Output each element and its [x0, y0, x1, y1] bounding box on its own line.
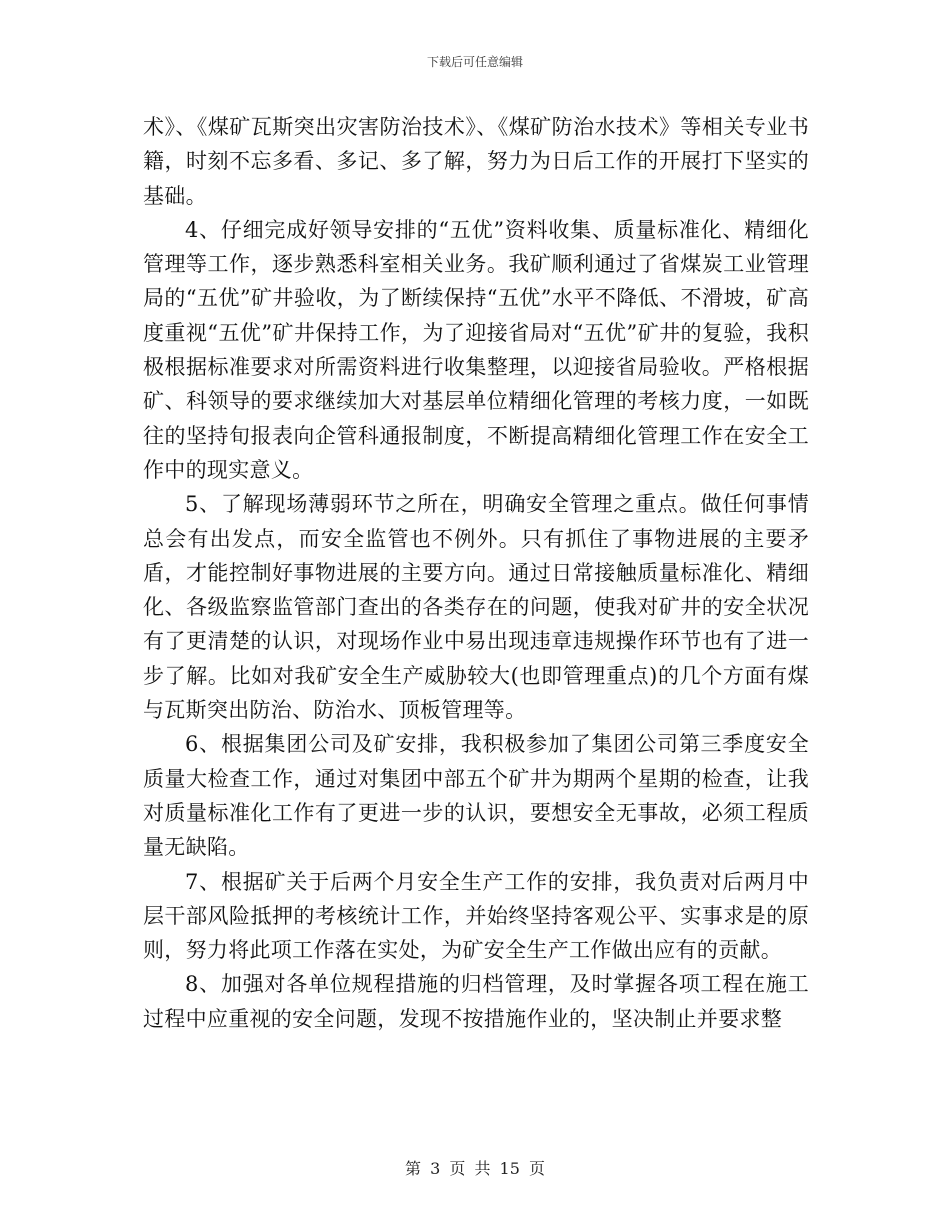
document-body: [143, 110, 809, 1036]
paragraph-item-5: 5、了解现场薄弱环节之所在，明确安全管理之重点。做任何事情总会有出发点，而安全监管也不例外。只有抓住了事物进展的主要矛盾，才能控制好事物进展的主要方向。通过日常接触质量标准化、精细化、各级监察监管部门查出的各类存在的问题，使我对矿井的安全状况有了更清楚的认识，对现场作业中易出现违章违规操作环节也有了进一步了解。比如对我矿安全生产威胁较大(也即管理重点)的几个方面有煤与瓦斯突出防治、防治水、顶板管理等。: [143, 492, 809, 723]
paragraph-item-4: 4、仔细完成好领导安排的“五优”资料收集、质量标准化、精细化管理等工作，逐步熟悉科室相关业务。我矿顺利通过了省煤炭工业管理局的“五优”矿井验收，为了断续保持“五优”水平不降低、不滑坡，矿高度重视“五优”矿井保持工作，为了迎接省局对“五优”矿井的复验，我积极根据标准要求对所需资料进行收集整理，以迎接省局验收。严格根据矿、科领导的要求继续加大对基层单位精细化管理的考核力度，一如既往的坚持旬报表向企管科通报制度，不断提高精细化管理工作在安全工作中的现实意义。: [143, 217, 809, 482]
paragraph-item-8: 8、加强对各单位规程措施的归档管理，及时掌握各项工程在施工过程中应重视的安全问题，发现不按措施作业的，坚决制止并要求整: [143, 972, 809, 1031]
paragraph-item-7: 7、根据矿关于后两个月安全生产工作的安排，我负责对后两月中层干部风险抵押的考核统计工作，并始终坚持客观公平、实事求是的原则，努力将此项工作落在实处，为矿安全生产工作做出应有的贡献。: [143, 869, 809, 963]
paragraph-continued: 术》、《煤矿瓦斯突出灾害防治技术》、《煤矿防治水技术》等相关专业书籍，时刻不忘多看、多记、多了解，努力为日后工作的开展打下坚实的基础。: [143, 115, 809, 208]
paragraph-item-6: 6、根据集团公司及矿安排，我积极参加了集团公司第三季度安全质量大检查工作，通过对集团中部五个矿井为期两个星期的检查，让我对质量标准化工作有了更进一步的认识，要想安全无事故，必须工程质量无缺陷。: [143, 732, 809, 860]
page-number-footer: 第 3 页 共 15 页: [405, 1159, 545, 1178]
page-header: 下载后可任意编辑: [426, 55, 523, 69]
